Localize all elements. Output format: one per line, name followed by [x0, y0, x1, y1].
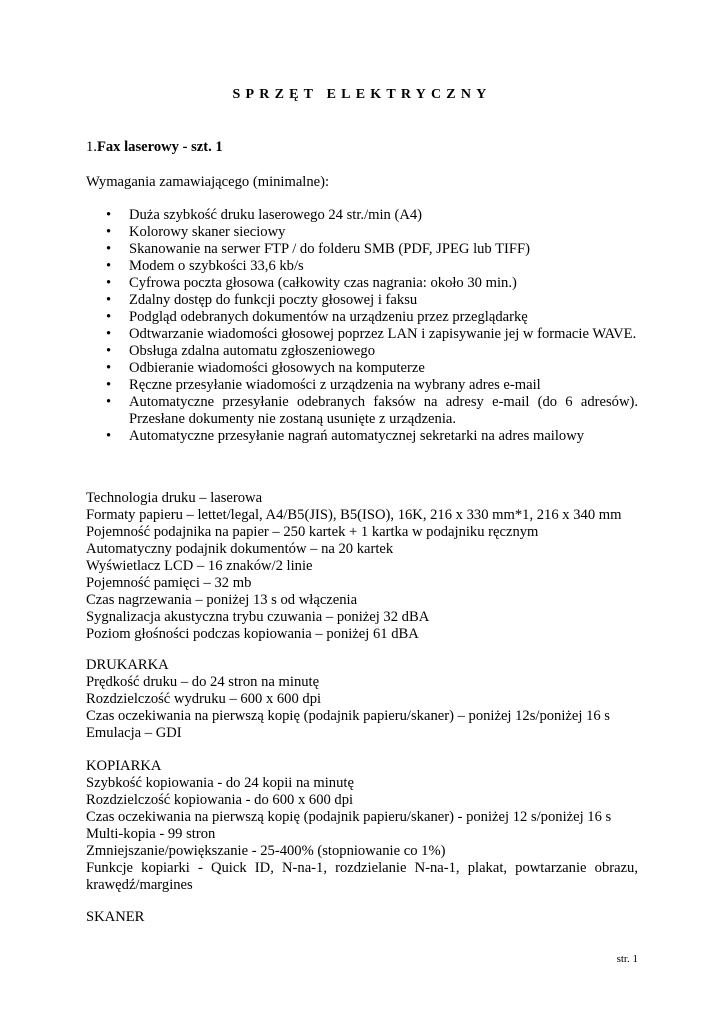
printer-spec-line: Rozdzielczość wydruku – 600 x 600 dpi — [86, 691, 322, 707]
bullet-icon: • — [106, 309, 112, 325]
bullet-icon: • — [106, 258, 112, 274]
bullet-icon: • — [106, 207, 112, 223]
requirement-text: Modem o szybkości 33,6 kb/s — [129, 258, 304, 274]
specs-block — [86, 490, 638, 643]
requirement-text: Zdalny dostęp do funkcji poczty głosowej i faksu — [129, 292, 418, 308]
printer-heading: DRUKARKA — [86, 657, 169, 673]
requirement-text: Odbieranie wiadomości głosowych na komputerze — [129, 360, 425, 376]
requirement-item — [86, 428, 638, 445]
copier-section — [86, 758, 638, 894]
page-title: SPRZĘT ELEKTRYCZNY — [232, 87, 492, 102]
copier-spec-line: Zmniejszanie/powiększanie - 25-400% (stopniowanie co 1%) — [86, 843, 446, 859]
requirement-text: Podgląd odebranych dokumentów na urządzeniu przez przeglądarkę — [129, 309, 528, 325]
bullet-icon: • — [106, 360, 112, 376]
requirement-item — [86, 326, 638, 343]
requirement-item — [86, 309, 638, 326]
spec-line: Sygnalizacja akustyczna trybu czuwania – poniżej 32 dBA — [86, 609, 430, 625]
spec-line: Czas nagrzewania – poniżej 13 s od włączenia — [86, 592, 358, 608]
requirement-item — [86, 258, 638, 275]
bullet-icon: • — [106, 377, 112, 393]
spec-line: Pojemność podajnika na papier – 250 kartek + 1 kartka w podajniku ręcznym — [86, 524, 539, 540]
spec-line: Technologia druku – laserowa — [86, 490, 263, 506]
requirement-text: Ręczne przesyłanie wiadomości z urządzenia na wybrany adres e-mail — [129, 377, 541, 393]
copier-lines — [86, 775, 638, 894]
spec-line: Formaty papieru – lettet/legal, A4/B5(JIS), B5(ISO), 16K, 216 x 330 mm*1, 216 x 340 mm — [86, 507, 622, 523]
bullet-icon: • — [106, 394, 112, 410]
copier-spec-line: Multi-kopia - 99 stron — [86, 826, 216, 842]
scanner-section — [86, 909, 638, 926]
spec-line: Pojemność pamięci – 32 mb — [86, 575, 252, 591]
spec-line: Automatyczny podajnik dokumentów – na 20 kartek — [86, 541, 394, 557]
bullet-icon: • — [106, 241, 112, 257]
requirements-heading: Wymagania zamawiającego (minimalne): — [86, 174, 330, 190]
section-number: 1. — [86, 139, 97, 155]
page-number: str. 1 — [616, 953, 638, 965]
requirement-item — [86, 343, 638, 360]
requirement-text: Obsługa zdalna automatu zgłoszeniowego — [129, 343, 375, 359]
section-heading — [86, 139, 223, 156]
printer-lines — [86, 674, 638, 742]
requirement-item — [86, 241, 638, 258]
requirement-text: Cyfrowa poczta głosowa (całkowity czas nagrania: około 30 min.) — [129, 275, 517, 291]
requirement-text: Automatyczne przesyłanie nagrań automatycznej sekretarki na adres mailowy — [129, 428, 585, 444]
printer-section — [86, 657, 638, 742]
bullet-icon: • — [106, 275, 112, 291]
requirement-item — [86, 377, 638, 394]
scanner-heading: SKANER — [86, 909, 145, 925]
requirement-item — [86, 292, 638, 309]
bullet-icon: • — [106, 343, 112, 359]
spec-line: Poziom głośności podczas kopiowania – poniżej 61 dBA — [86, 626, 419, 642]
bullet-icon: • — [106, 428, 112, 444]
requirement-item — [86, 360, 638, 377]
section-name: Fax laserowy - szt. 1 — [96, 139, 223, 155]
requirement-text: Kolorowy skaner sieciowy — [129, 224, 286, 240]
copier-heading: KOPIARKA — [86, 758, 162, 774]
requirement-item — [86, 394, 638, 428]
requirement-text: Skanowanie na serwer FTP / do folderu SMB (PDF, JPEG lub TIFF) — [129, 241, 530, 257]
copier-spec-line: Czas oczekiwania na pierwszą kopię (podajnik papieru/skaner) - poniżej 12 s/poniżej 16 s — [86, 809, 612, 825]
requirement-text: Duża szybkość druku laserowego 24 str./min (A4) — [129, 207, 423, 223]
spec-line: Wyświetlacz LCD – 16 znaków/2 linie — [86, 558, 313, 574]
requirement-text: Odtwarzanie wiadomości głosowej poprzez LAN i zapisywanie jej w formacie WAVE. — [129, 326, 637, 342]
requirement-text: Automatyczne przesyłanie odebranych faksów na adresy e-mail (do 6 adresów). Przesłane dokumenty nie zostaną usunięte z urządzenia. — [129, 394, 638, 427]
requirement-item — [86, 275, 638, 292]
copier-spec-line: Funkcje kopiarki - Quick ID, N-na-1, rozdzielanie N-na-1, plakat, powtarzanie obrazu, krawędź/margines — [86, 860, 638, 893]
requirements-list — [86, 207, 638, 445]
printer-spec-line: Prędkość druku – do 24 stron na minutę — [86, 674, 320, 690]
bullet-icon: • — [106, 224, 112, 240]
printer-spec-line: Emulacja – GDI — [86, 725, 182, 741]
requirement-item — [86, 224, 638, 241]
copier-spec-line: Rozdzielczość kopiowania - do 600 x 600 dpi — [86, 792, 354, 808]
requirement-item — [86, 207, 638, 224]
copier-spec-line: Szybkość kopiowania - do 24 kopii na minutę — [86, 775, 354, 791]
bullet-icon: • — [106, 292, 112, 308]
bullet-icon: • — [106, 326, 112, 342]
printer-spec-line: Czas oczekiwania na pierwszą kopię (podajnik papieru/skaner) – poniżej 12s/poniżej 16 s — [86, 708, 610, 724]
